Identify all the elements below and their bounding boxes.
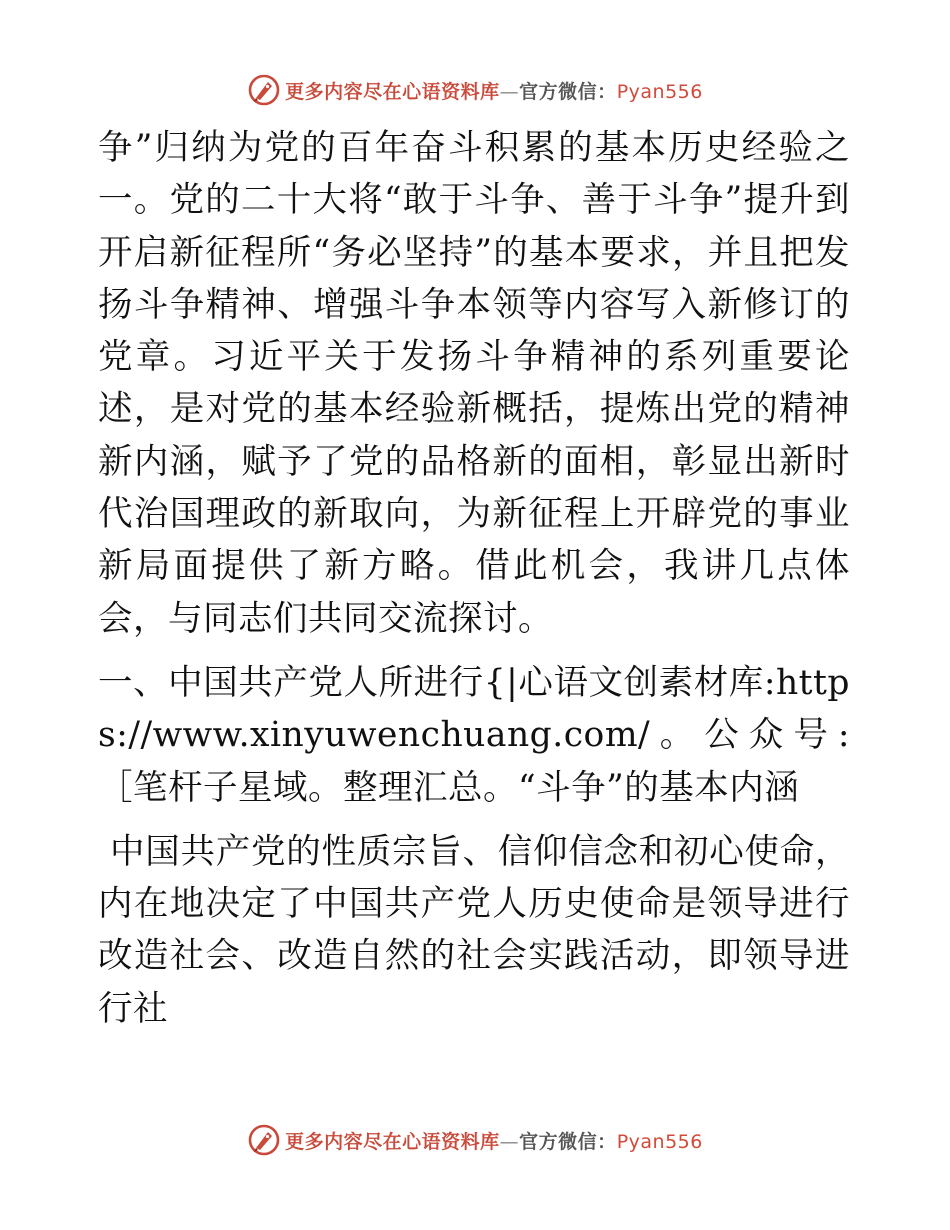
watermark-separator: —	[499, 1130, 520, 1153]
watermark-wechat-label: 官方微信：	[519, 1130, 617, 1153]
watermark-text	[285, 1127, 703, 1154]
section-heading-paragraph: 一、中国共产党人所进行{|心语文创素材库:https://www.xinyuwenchuang.com/。公众号:［笔杆子星域。整理汇总。“斗争”的基本内涵	[98, 662, 850, 808]
watermark-main-text: 更多内容尽在心语资料库	[285, 80, 500, 103]
body-paragraph-2: 中国共产党的性质宗旨、信仰信念和初心使命，内在地决定了中国共产党人历史使命是领导进行改造社会、改造自然的社会实践活动，即领导进行社	[98, 831, 850, 1029]
watermark-wechat-id: Pyan556	[616, 1130, 703, 1153]
watermark-text	[285, 77, 703, 104]
watermark-wechat-id: Pyan556	[616, 80, 703, 103]
header-watermark-banner	[0, 70, 950, 110]
body-paragraph-1: 争”归纳为党的百年奋斗积累的基本历史经验之一。党的二十大将“敢于斗争、善于斗争”提升到开启新征程所“务必坚持”的基本要求，并且把发扬斗争精神、增强斗争本领等内容写入新修订的党章。习近平关于发扬斗争精神的系列重要论述，是对党的基本经验新概括，提炼出党的精神新内涵，赋予了党的品格新的面相，彰显出新时代治国理政的新取向，为新征程上开辟党的事业新局面提供了新方略。借此机会，我讲几点体会，与同志们共同交流探讨。	[98, 128, 850, 639]
pen-nib-circle-icon	[247, 1123, 281, 1157]
watermark-main-text: 更多内容尽在心语资料库	[285, 1130, 500, 1153]
document-body	[98, 122, 850, 1035]
watermark-separator: —	[499, 80, 520, 103]
watermark-wechat-label: 官方微信：	[519, 80, 617, 103]
footer-watermark-banner	[0, 1120, 950, 1160]
pen-nib-circle-icon	[247, 73, 281, 107]
